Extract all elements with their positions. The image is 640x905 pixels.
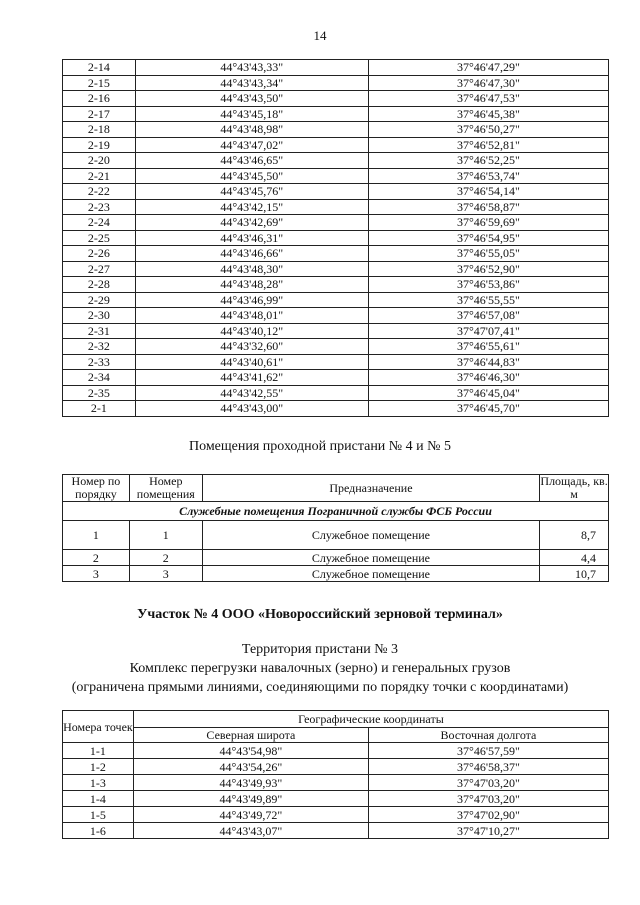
point-cell: 2-20 [63,153,136,169]
header-point-no: Номера точек [63,711,134,743]
area-cell: 10,7 [540,566,609,582]
table-row [63,791,609,807]
point-cell: 2-1 [63,401,136,417]
latitude-cell: 44°43'54,26" [133,759,368,775]
table-row [63,91,609,107]
header-lon: Восточная долгота [368,728,608,743]
territory-description [0,640,640,697]
premises-section-title: Помещения проходной пристани № 4 и № 5 [188,439,452,454]
header-geo: Географические координаты [133,711,608,728]
room-cell: 3 [129,566,202,582]
latitude-cell: 44°43'46,31" [135,230,368,246]
longitude-cell: 37°46'45,38" [368,106,608,122]
point-cell: 2-35 [63,385,136,401]
point-cell: 2-22 [63,184,136,200]
longitude-cell: 37°46'57,08" [368,308,608,324]
latitude-cell: 44°43'43,34" [135,75,368,91]
longitude-cell: 37°46'47,30" [368,75,608,91]
longitude-cell: 37°46'52,81" [368,137,608,153]
longitude-cell: 37°46'58,87" [368,199,608,215]
longitude-cell: 37°46'47,53" [368,91,608,107]
coordinates-table-1 [62,59,609,417]
point-cell: 2-24 [63,215,136,231]
longitude-cell: 37°46'54,14" [368,184,608,200]
table-row [63,292,609,308]
point-cell: 1-2 [63,759,134,775]
point-cell: 2-23 [63,199,136,215]
table-row [63,106,609,122]
table-row [63,75,609,91]
table-row [63,308,609,324]
latitude-cell: 44°43'46,65" [135,153,368,169]
table-row [63,339,609,355]
header-order-no: Номер по порядку [63,475,130,502]
longitude-cell: 37°46'52,90" [368,261,608,277]
longitude-cell: 37°46'55,61" [368,339,608,355]
longitude-cell: 37°46'58,37" [368,759,608,775]
latitude-cell: 44°43'48,28" [135,277,368,293]
latitude-cell: 44°43'40,61" [135,354,368,370]
table-row [63,385,609,401]
point-cell: 2-17 [63,106,136,122]
point-cell: 1-5 [63,807,134,823]
longitude-cell: 37°47'10,27" [368,823,608,839]
longitude-cell: 37°46'53,86" [368,277,608,293]
longitude-cell: 37°46'47,29" [368,60,608,76]
longitude-cell: 37°47'02,90" [368,807,608,823]
latitude-cell: 44°43'42,69" [135,215,368,231]
point-cell: 2-14 [63,60,136,76]
latitude-cell: 44°43'41,62" [135,370,368,386]
complex-line: Комплекс перегрузки навалочных (зерно) и генеральных грузов [129,661,511,676]
table-row [63,323,609,339]
room-cell: 2 [129,550,202,566]
latitude-cell: 44°43'43,50" [135,91,368,107]
table-row [63,246,609,262]
coordinates-table-2 [62,710,609,839]
room-cell: 1 [129,521,202,550]
latitude-cell: 44°43'48,30" [135,261,368,277]
table-row [63,550,609,566]
header-room-no: Номер помещения [129,475,202,502]
area-cell: 8,7 [540,521,609,550]
table-row [63,370,609,386]
coord-subheader-row [63,728,609,743]
table-row [63,521,609,550]
table-row [63,566,609,582]
premises-header-row [63,475,609,502]
longitude-cell: 37°46'55,05" [368,246,608,262]
latitude-cell: 44°43'45,76" [135,184,368,200]
point-cell: 2-19 [63,137,136,153]
table-row [63,122,609,138]
order-cell: 3 [63,566,130,582]
point-cell: 1-6 [63,823,134,839]
section4-title: Участок № 4 ООО «Новороссийский зерновой терминал» [137,607,503,622]
latitude-cell: 44°43'32,60" [135,339,368,355]
longitude-cell: 37°46'50,27" [368,122,608,138]
longitude-cell: 37°46'45,70" [368,401,608,417]
order-cell: 2 [63,550,130,566]
point-cell: 1-1 [63,743,134,759]
point-cell: 2-31 [63,323,136,339]
latitude-cell: 44°43'42,15" [135,199,368,215]
point-cell: 2-27 [63,261,136,277]
longitude-cell: 37°46'59,69" [368,215,608,231]
group-title: Служебные помещения Пограничной службы ФСБ России [63,502,609,521]
header-area: Площадь, кв. м [540,474,608,501]
table-row [63,184,609,200]
point-cell: 2-26 [63,246,136,262]
latitude-cell: 44°43'48,01" [135,308,368,324]
table-row [63,168,609,184]
point-cell: 2-30 [63,308,136,324]
longitude-cell: 37°47'07,41" [368,323,608,339]
longitude-cell: 37°46'45,04" [368,385,608,401]
territory-line: Территория пристани № 3 [241,642,399,657]
latitude-cell: 44°43'48,98" [135,122,368,138]
point-cell: 2-28 [63,277,136,293]
bounds-note: (ограничена прямыми линиями, соединяющими по порядку точки с координатами) [71,680,569,695]
latitude-cell: 44°43'45,50" [135,168,368,184]
table-row [63,230,609,246]
latitude-cell: 44°43'40,12" [135,323,368,339]
latitude-cell: 44°43'46,66" [135,246,368,262]
purpose-cell: Служебное помещение [202,521,539,550]
purpose-cell: Служебное помещение [202,566,539,582]
longitude-cell: 37°46'52,25" [368,153,608,169]
latitude-cell: 44°43'43,33" [135,60,368,76]
point-cell: 2-29 [63,292,136,308]
longitude-cell: 37°47'03,20" [368,775,608,791]
table-row [63,153,609,169]
point-cell: 2-32 [63,339,136,355]
table-row [63,807,609,823]
longitude-cell: 37°46'53,74" [368,168,608,184]
latitude-cell: 44°43'46,99" [135,292,368,308]
latitude-cell: 44°43'47,02" [135,137,368,153]
table-row [63,775,609,791]
latitude-cell: 44°43'49,89" [133,791,368,807]
table-row [63,261,609,277]
latitude-cell: 44°43'49,72" [133,807,368,823]
table-row [63,277,609,293]
order-cell: 1 [63,521,130,550]
longitude-cell: 37°46'55,55" [368,292,608,308]
coord-header-row [63,711,609,728]
header-lat: Северная широта [133,728,368,743]
point-cell: 2-25 [63,230,136,246]
longitude-cell: 37°46'46,30" [368,370,608,386]
table-row [63,823,609,839]
point-cell: 2-15 [63,75,136,91]
table-row [63,759,609,775]
table-row [63,215,609,231]
premises-group-row [63,502,609,521]
table-row [63,743,609,759]
point-cell: 2-16 [63,91,136,107]
latitude-cell: 44°43'54,98" [133,743,368,759]
page-number: 14 [313,28,327,43]
point-cell: 2-34 [63,370,136,386]
latitude-cell: 44°43'43,00" [135,401,368,417]
header-purpose: Предназначение [202,475,539,502]
area-cell: 4,4 [540,550,609,566]
table-row [63,354,609,370]
point-cell: 2-33 [63,354,136,370]
table-row [63,401,609,417]
point-cell: 2-18 [63,122,136,138]
longitude-cell: 37°47'03,20" [368,791,608,807]
point-cell: 2-21 [63,168,136,184]
table-row [63,137,609,153]
latitude-cell: 44°43'42,55" [135,385,368,401]
purpose-cell: Служебное помещение [202,550,539,566]
longitude-cell: 37°46'44,83" [368,354,608,370]
longitude-cell: 37°46'57,59" [368,743,608,759]
point-cell: 1-4 [63,791,134,807]
table-row [63,60,609,76]
table-row [63,199,609,215]
latitude-cell: 44°43'43,07" [133,823,368,839]
longitude-cell: 37°46'54,95" [368,230,608,246]
latitude-cell: 44°43'45,18" [135,106,368,122]
premises-table [62,474,609,582]
point-cell: 1-3 [63,775,134,791]
latitude-cell: 44°43'49,93" [133,775,368,791]
